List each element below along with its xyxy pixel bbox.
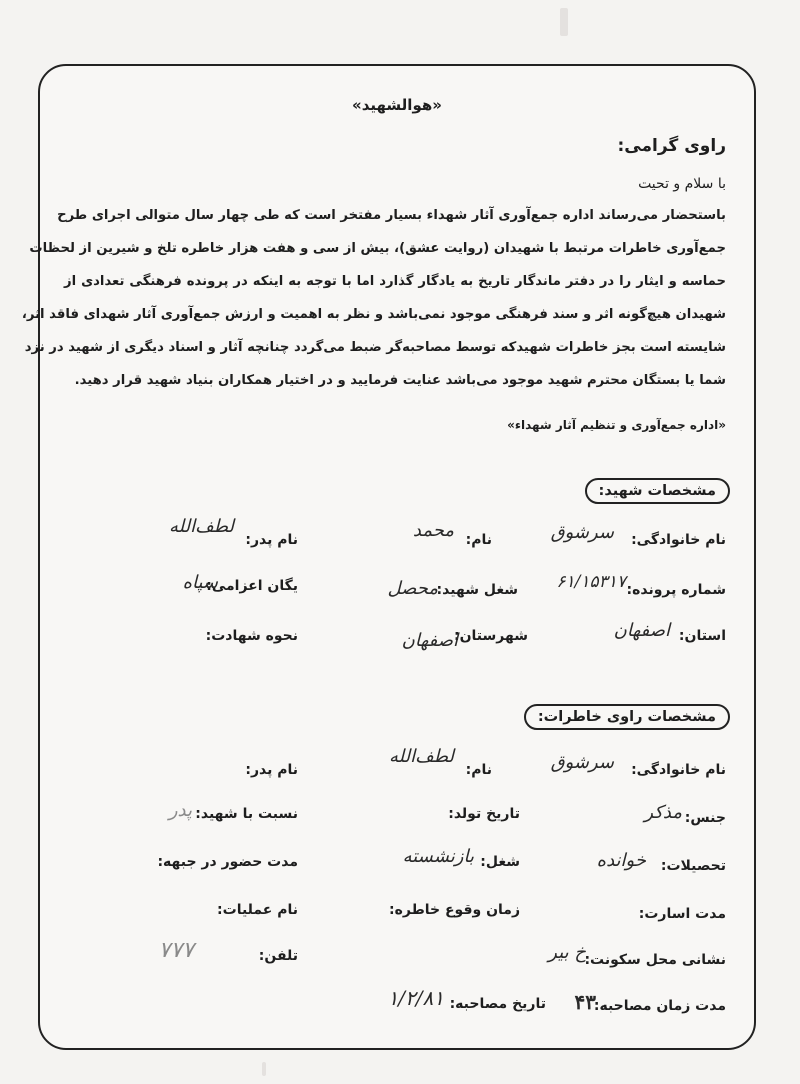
martyr-father-label: نام پدر: <box>245 532 298 548</box>
martyr-city-value[interactable]: اصفهان <box>401 630 458 651</box>
martyr-file-label: شماره پرونده: <box>626 582 726 598</box>
martyr-job-value[interactable]: محصل <box>387 578 438 599</box>
narrator-gender-value[interactable]: مذکر <box>644 802 682 823</box>
narrator-duration-label: مدت زمان مصاحبه: <box>593 998 726 1014</box>
letter-line: باستحضار می‌رساند اداره جمع‌آوری آثار شهداء بسیار مفتخر است که طی چهار سال متوالی اجرای طرح <box>57 208 726 223</box>
martyr-family-value[interactable]: سرشوق <box>550 522 614 543</box>
letter-line: جمع‌آوری خاطرات مرتبط با شهیدان (روایت عشق)، بیش از سی و هفت هزار خاطره تلخ و شیرین از لحظات <box>29 241 726 256</box>
martyr-section-title: مشخصات شهید: <box>585 478 730 504</box>
martyr-province-value[interactable]: اصفهان <box>613 620 670 641</box>
martyr-martyrdom-label: نحوه شهادت: <box>205 628 298 644</box>
narrator-address-label: نشانی محل سکونت: <box>584 952 726 968</box>
letter-salutation: با سلام و تحیت <box>638 176 726 192</box>
narrator-phone-label: تلفن: <box>258 948 298 964</box>
martyr-unit-value[interactable]: سپاه <box>182 572 218 593</box>
narrator-name-label: نام: <box>465 762 492 778</box>
narrator-section-title: مشخصات راوی خاطرات: <box>524 704 730 730</box>
martyr-job-label: شغل شهید: <box>436 582 518 598</box>
narrator-address-value[interactable]: خ بیر <box>548 942 586 963</box>
narrator-job-label: شغل: <box>480 854 520 870</box>
narrator-front-label: مدت حضور در جبهه: <box>157 854 298 870</box>
martyr-name-value[interactable]: محمد <box>412 520 454 541</box>
scan-mark <box>262 1062 266 1076</box>
narrator-name-value[interactable]: لطف‌الله <box>389 746 454 767</box>
narrator-job-value[interactable]: بازنشسته <box>402 846 474 867</box>
narrator-phone-value[interactable]: ۷۷۷ <box>158 938 194 963</box>
scan-mark <box>560 8 568 36</box>
letter-greeting: راوی گرامی: <box>617 136 726 156</box>
form-sheet <box>21 64 756 1050</box>
letter-line: شایسته است بجز خاطرات شهیدکه توسط مصاحبه‌گر ضبط می‌گردد چنانچه آثار و اسناد دیگری از شهید در نزد <box>24 340 726 355</box>
narrator-relation-value[interactable]: پدر <box>168 800 192 821</box>
martyr-province-label: استان: <box>678 628 726 644</box>
martyr-family-label: نام خانوادگی: <box>631 532 726 548</box>
narrator-gender-label: جنس: <box>684 810 726 826</box>
narrator-relation-label: نسبت با شهید: <box>195 806 298 822</box>
martyr-name-label: نام: <box>465 532 492 548</box>
martyr-city-label: شهرستان: <box>453 628 528 644</box>
narrator-operation-label: نام عملیات: <box>217 902 298 918</box>
martyr-unit-label: یگان اعزامی: <box>206 578 298 594</box>
narrator-captivity-label: مدت اسارت: <box>638 906 726 922</box>
martyr-father-value[interactable]: لطف‌الله <box>169 516 234 537</box>
letter-signature: «اداره جمع‌آوری و تنظیم آثار شهداء» <box>507 418 726 432</box>
martyr-file-value[interactable]: ۶۱/۱۵۳۱۷ <box>556 572 626 592</box>
narrator-family-label: نام خانوادگی: <box>631 762 726 778</box>
narrator-education-value[interactable]: خوانده <box>596 850 646 871</box>
narrator-interview-date-value[interactable]: ۱/۲/۸۱ <box>387 986 444 1010</box>
narrator-birth-label: تاریخ تولد: <box>448 806 520 822</box>
narrator-education-label: تحصیلات: <box>660 858 726 874</box>
letter-line: شهیدان هیچ‌گونه اثر و سند فرهنگی موجود نمی‌باشد و نظر به اهمیت و ارزش جمع‌آوری آثار شهدای فاقد اثر، <box>21 307 726 322</box>
letter-line: شما یا بستگان محترم شهید موجود می‌باشد عنایت فرمایید و در اختیار همکاران بنیاد شهید قرار دهید. <box>74 373 726 388</box>
narrator-duration-value[interactable]: ۴۳ <box>574 990 596 1014</box>
narrator-interview-date-label: تاریخ مصاحبه: <box>449 996 546 1012</box>
narrator-family-value[interactable]: سرشوق <box>550 752 614 773</box>
page-title: «هوالشهید» <box>352 96 442 114</box>
letter-line: حماسه و ایثار را در دفتر ماندگار تاریخ به یادگار گذارد اما با توجه به اینکه در پرونده فرهنگی تعدادی از <box>64 274 726 289</box>
narrator-father-label: نام پدر: <box>245 762 298 778</box>
narrator-memory-time-label: زمان وقوع خاطره: <box>389 902 520 918</box>
